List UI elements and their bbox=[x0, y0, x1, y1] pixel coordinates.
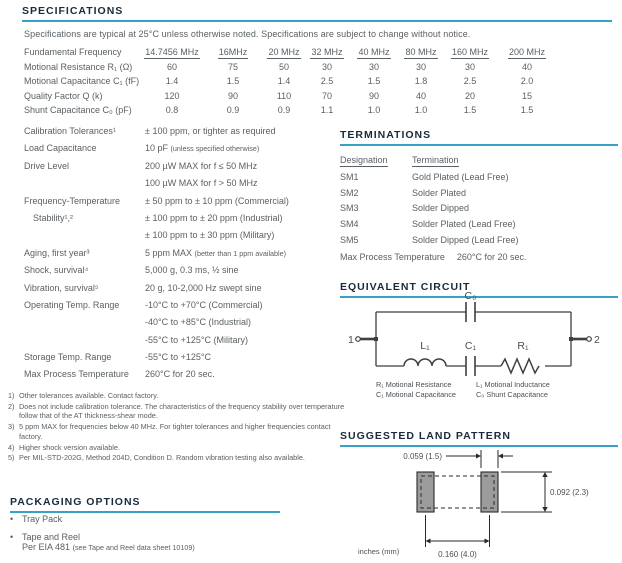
table-row bbox=[24, 101, 558, 116]
terminal-1-label: 1 bbox=[348, 334, 354, 346]
param-value: ± 50 ppm to ± 10 ppm (Commercial) bbox=[145, 195, 289, 206]
designation-cell: SM4 bbox=[340, 218, 359, 229]
cell: 2.5 bbox=[463, 76, 477, 87]
designation-cell: SM5 bbox=[340, 234, 359, 245]
column-header: Termination bbox=[412, 154, 459, 165]
footnote-number: 4) bbox=[8, 442, 15, 452]
spec-row bbox=[24, 300, 354, 317]
footnote-text: Higher shock version available. bbox=[19, 442, 120, 452]
land-pattern-diagram bbox=[340, 444, 622, 563]
terminal-2-label: 2 bbox=[594, 334, 600, 346]
specifications-heading: SPECIFICATIONS bbox=[22, 5, 612, 22]
legend-c1: C₁ Motional Capacitance bbox=[376, 390, 456, 399]
param-label: Vibration, survival⁵ bbox=[24, 282, 99, 293]
packaging-list bbox=[10, 514, 195, 552]
cell: 20 bbox=[464, 90, 475, 101]
terminations-table bbox=[340, 151, 618, 245]
legend-c0: C₀ Shunt Capacitance bbox=[476, 390, 548, 399]
cell: 90 bbox=[227, 90, 238, 101]
l1-label: L₁ bbox=[420, 340, 430, 352]
param-value: -55°C to +125°C (Military) bbox=[145, 334, 248, 345]
param-value: 100 µW MAX for f > 50 MHz bbox=[145, 178, 258, 189]
cell: 0.9 bbox=[277, 105, 291, 116]
cell: 1.8 bbox=[414, 76, 428, 87]
param-label: Max Process Temperature bbox=[24, 369, 129, 380]
row-label: Motional Resistance R₁ (Ω) bbox=[24, 61, 133, 72]
max-process-label: Max Process Temperature bbox=[340, 252, 445, 262]
cell: 30 bbox=[464, 61, 475, 72]
param-value: ± 100 ppm to ± 30 ppm (Military) bbox=[145, 230, 275, 241]
param-value: 200 µW MAX for f ≤ 50 MHz bbox=[145, 160, 258, 171]
c0-label: C₀ bbox=[464, 290, 477, 302]
designation-cell: SM1 bbox=[340, 172, 359, 183]
param-value: -40°C to +85°C (Industrial) bbox=[145, 317, 251, 328]
footnote-number: 5) bbox=[8, 453, 15, 463]
footnote-text: Other tolerances available. Contact factory. bbox=[19, 391, 159, 400]
designation-cell: SM3 bbox=[340, 203, 359, 214]
cell: 40 bbox=[521, 61, 532, 72]
table-row bbox=[24, 57, 558, 72]
legend-l1: L₁ Motional Inductance bbox=[476, 380, 550, 389]
spec-row bbox=[24, 196, 354, 213]
cell: 15 bbox=[521, 90, 532, 101]
spec-intro-text: Specifications are typical at 25°C unless otherwise noted. Specifications are subject to change without notice. bbox=[24, 29, 471, 39]
packaging-item-label: Tray Pack bbox=[22, 514, 63, 524]
designation-cell: SM2 bbox=[340, 187, 359, 198]
freq-col-header: 200 MHz bbox=[508, 47, 545, 57]
legend-r1: R₁ Motional Resistance bbox=[376, 380, 452, 389]
cell: 30 bbox=[415, 61, 426, 72]
param-label: Drive Level bbox=[24, 160, 70, 171]
spec-row bbox=[24, 178, 354, 195]
row-label: Quality Factor Q (k) bbox=[24, 90, 103, 101]
spec-row bbox=[24, 352, 354, 369]
param-label: Aging, first year³ bbox=[24, 247, 90, 258]
row-label: Motional Capacitance C₁ (fF) bbox=[24, 76, 140, 87]
footnote-text: 5 ppm MAX for frequencies below 40 MHz. For tighter tolerances and higher frequencies contact factory. bbox=[19, 422, 331, 441]
param-value: 10 pF bbox=[145, 143, 169, 154]
footnote-number: 1) bbox=[8, 391, 15, 400]
footnote bbox=[8, 391, 346, 401]
cell: 1.4 bbox=[277, 76, 291, 87]
spec-row bbox=[24, 161, 354, 178]
cell: 1.5 bbox=[367, 76, 381, 87]
bullet-icon: • bbox=[10, 532, 14, 542]
footnote bbox=[8, 422, 346, 441]
spec-row bbox=[24, 265, 354, 282]
freq-col-header: 160 MHz bbox=[451, 47, 488, 57]
cell: 0.9 bbox=[226, 105, 240, 116]
table-row bbox=[340, 198, 618, 214]
spec-row bbox=[24, 317, 354, 334]
packaging-item-label: Tape and Reel bbox=[22, 532, 81, 542]
footnote-text: Does not include calibration tolerance. The characteristics of the frequency stability over temperature follow that of the AT thickness-shear mode. bbox=[19, 401, 345, 421]
cell: 120 bbox=[164, 90, 180, 101]
termination-cell: Solder Plated bbox=[412, 187, 467, 198]
freq-col-header: 14.7456 MHz bbox=[145, 47, 199, 57]
freq-col-header: 40 MHz bbox=[358, 47, 390, 57]
bullet-icon: • bbox=[10, 514, 14, 524]
freq-col-header: 20 MHz bbox=[268, 47, 300, 57]
cell: 30 bbox=[368, 61, 379, 72]
termination-cell: Gold Plated (Lead Free) bbox=[412, 172, 509, 183]
termination-cell: Solder Dipped (Lead Free) bbox=[412, 234, 519, 245]
cell: 1.5 bbox=[520, 105, 534, 116]
pad-spacing-dimension: 0.160 (4.0) bbox=[438, 550, 477, 559]
cell: 50 bbox=[278, 61, 289, 72]
param-value: -10°C to +70°C (Commercial) bbox=[145, 299, 263, 310]
spec-parameter-list bbox=[24, 126, 354, 387]
solder-pads bbox=[417, 472, 498, 512]
param-value: 5,000 g, 0.3 ms, ½ sine bbox=[145, 265, 239, 276]
packaging-options-heading: PACKAGING OPTIONS bbox=[10, 496, 280, 513]
cell: 30 bbox=[321, 61, 332, 72]
termination-cell: Solder Dipped bbox=[412, 203, 470, 214]
cell: 70 bbox=[321, 90, 332, 101]
cell: 60 bbox=[166, 61, 177, 72]
list-item bbox=[10, 514, 195, 524]
table-row bbox=[340, 167, 618, 183]
spec-row bbox=[24, 369, 354, 386]
column-header: Designation bbox=[340, 154, 388, 165]
row-label: Shunt Capacitance C₀ (pF) bbox=[24, 105, 132, 116]
footnote bbox=[8, 453, 346, 463]
spec-row bbox=[24, 335, 354, 352]
packaging-item-detail: Per EIA 481 bbox=[22, 542, 71, 552]
table-row bbox=[24, 72, 558, 87]
land-pattern-heading: SUGGESTED LAND PATTERN bbox=[340, 430, 618, 447]
resistor-zigzag-symbol bbox=[501, 359, 539, 373]
footnotes bbox=[8, 391, 346, 464]
cell: 1.4 bbox=[165, 76, 179, 87]
table-row bbox=[340, 182, 618, 198]
c1-label: C₁ bbox=[464, 340, 477, 352]
packaging-item-note: (see Tape and Reel data sheet 10109) bbox=[72, 543, 195, 552]
cell: 110 bbox=[276, 90, 292, 101]
cell: 90 bbox=[368, 90, 379, 101]
footnote bbox=[8, 443, 346, 453]
spec-row bbox=[24, 230, 354, 247]
footnote-number: 2) bbox=[8, 401, 15, 411]
cell: 75 bbox=[227, 61, 238, 72]
freq-table-label: Fundamental Frequency bbox=[24, 47, 122, 57]
max-process-temperature-row bbox=[340, 252, 539, 262]
equivalent-circuit-heading: EQUIVALENT CIRCUIT bbox=[340, 281, 618, 298]
cell: 1.5 bbox=[226, 76, 240, 87]
spec-row bbox=[24, 213, 354, 230]
param-label: Calibration Tolerances¹ bbox=[24, 126, 116, 136]
terminations-header-row bbox=[340, 151, 618, 167]
param-value: -55°C to +125°C bbox=[145, 352, 211, 363]
param-label: Frequency-Temperature bbox=[24, 195, 121, 206]
pad-height-dimension: 0.092 (2.3) bbox=[550, 488, 589, 497]
cell: 1.0 bbox=[414, 105, 428, 116]
termination-cell: Solder Plated (Lead Free) bbox=[412, 218, 516, 229]
spec-row bbox=[24, 126, 354, 143]
param-label: Shock, survival⁴ bbox=[24, 265, 89, 276]
inductor-coil-symbol bbox=[404, 359, 446, 366]
equivalent-circuit-diagram bbox=[346, 290, 616, 400]
cell: 2.0 bbox=[520, 76, 534, 87]
frequency-table-header-row bbox=[24, 42, 558, 57]
spec-row bbox=[24, 283, 354, 300]
cell: 2.5 bbox=[320, 76, 334, 87]
param-label: Storage Temp. Range bbox=[24, 352, 112, 363]
footnote bbox=[8, 402, 346, 421]
freq-col-header: 16MHz bbox=[218, 47, 248, 57]
table-row bbox=[24, 86, 558, 101]
frequency-table bbox=[24, 42, 558, 115]
param-label: Load Capacitance bbox=[24, 143, 97, 154]
table-row bbox=[340, 213, 618, 229]
spec-row bbox=[24, 248, 354, 265]
param-value: 5 ppm MAX bbox=[145, 247, 193, 258]
param-note: (unless specified otherwise) bbox=[170, 144, 260, 154]
cell: 40 bbox=[415, 90, 426, 101]
param-value: 20 g, 10-2,000 Hz swept sine bbox=[145, 282, 262, 293]
max-process-value: 260°C for 20 sec. bbox=[456, 252, 527, 262]
param-value: ± 100 ppm, or tighter as required bbox=[145, 126, 276, 136]
footnote-number: 3) bbox=[8, 422, 15, 432]
param-value: ± 100 ppm to ± 20 ppm (Industrial) bbox=[145, 212, 283, 223]
freq-col-header: 80 MHz bbox=[405, 47, 437, 57]
circuit-wires bbox=[356, 302, 592, 376]
param-note: (better than 1 ppm available) bbox=[194, 248, 287, 258]
param-label: Operating Temp. Range bbox=[24, 299, 120, 310]
table-row bbox=[340, 229, 618, 245]
freq-col-header: 32 MHz bbox=[311, 47, 343, 57]
spec-row bbox=[24, 143, 354, 160]
cell: 0.8 bbox=[165, 105, 179, 116]
param-value: 260°C for 20 sec. bbox=[145, 369, 215, 380]
pad-width-dimension: 0.059 (1.5) bbox=[403, 452, 442, 461]
param-label: Stability¹,² bbox=[33, 212, 74, 223]
units-label: inches (mm) bbox=[358, 547, 400, 556]
cell: 1.1 bbox=[320, 105, 334, 116]
footnote-text: Per MIL-STD-202G, Method 204D, Condition D. Random vibration testing also available. bbox=[19, 453, 305, 463]
terminations-heading: TERMINATIONS bbox=[340, 129, 618, 146]
cell: 1.0 bbox=[367, 105, 381, 116]
cell: 1.5 bbox=[463, 105, 477, 116]
list-item bbox=[10, 532, 195, 552]
r1-label: R₁ bbox=[517, 340, 529, 352]
